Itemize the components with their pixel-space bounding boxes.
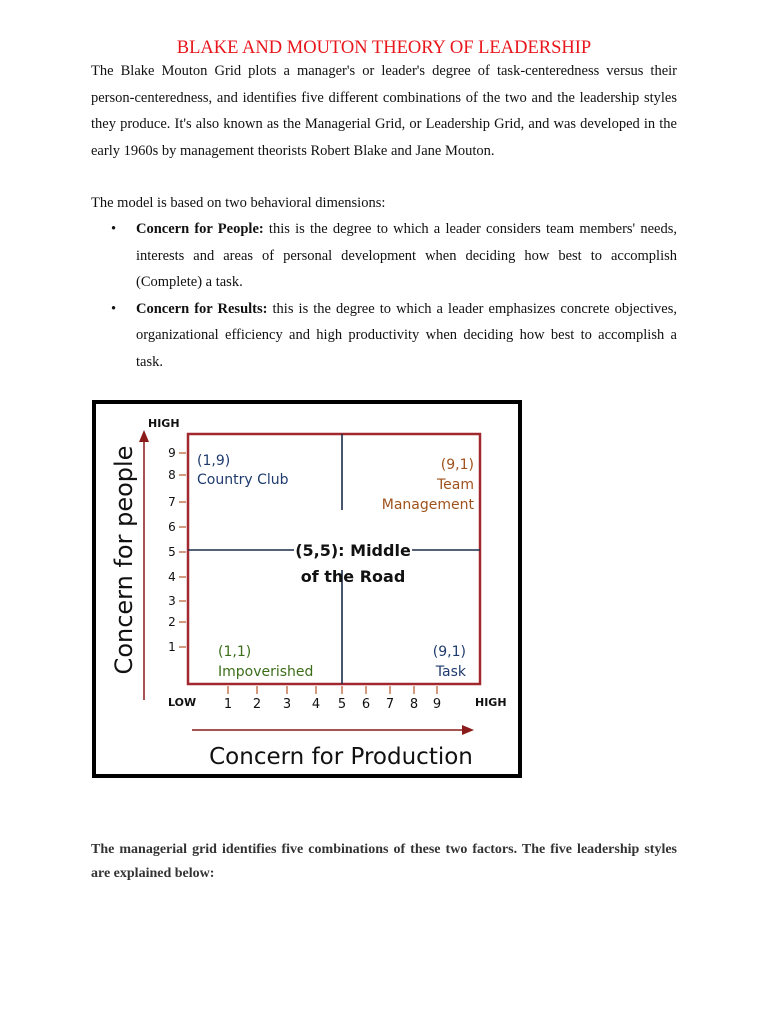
intro-paragraph: The Blake Mouton Grid plots a manager's or leader's degree of task-centeredness versus their person-centeredness, and identifies five different combinations of the two and the leadership styles they produce. It's also known as the Managerial Grid, or Leadership Grid, and was developed in the early 1960s by management theorists Robert Blake and Jane Mouton. (91, 63, 677, 159)
task-coord: (9,1) (432, 644, 466, 660)
team-management-coord: (9,1) (440, 457, 474, 473)
x-tick-label: 2 (252, 697, 262, 712)
list-item (91, 216, 677, 296)
x-tick-label: 7 (385, 697, 395, 712)
bullet-icon: • (111, 221, 117, 237)
x-axis-label: Concern for Production (209, 744, 473, 770)
y-high-label: HIGH (148, 417, 180, 430)
team-management-label-line2: Management (381, 497, 474, 513)
x-tick-label: 4 (311, 697, 321, 712)
x-tick-label: 8 (409, 697, 419, 712)
y-tick-label: 1 (168, 640, 176, 654)
country-club-label: Country Club (197, 472, 289, 488)
impoverished-label: Impoverished (218, 664, 314, 680)
country-club-coord: (1,9) (197, 453, 231, 469)
x-tick-label: 9 (432, 697, 442, 712)
dimensions-list (91, 216, 677, 375)
managerial-grid-diagram (92, 400, 522, 778)
x-tick-label: 3 (282, 697, 292, 712)
document-title: BLAKE AND MOUTON THEORY OF LEADERSHIP (176, 38, 592, 58)
closing-paragraph: The managerial grid identifies five combinations of these two factors. The five leadership styles are explained below: (91, 842, 677, 881)
middle-of-road-label-line2: of the Road (300, 567, 406, 586)
managerial-grid-figure (92, 400, 522, 778)
y-tick-label: 5 (168, 545, 176, 559)
bullet-icon: • (111, 300, 117, 317)
bullet-text: this is the degree to which a leader emphasizes concrete objectives, organizational efficiency and high productivity when deciding how best to accomplish a task. (136, 300, 677, 370)
y-tick-label: 7 (168, 495, 176, 509)
impoverished-coord: (1,1) (218, 644, 252, 660)
middle-of-road-label-line1: (5,5): Middle (295, 541, 411, 560)
y-tick-label: 3 (168, 594, 176, 608)
x-tick-label: 6 (361, 697, 371, 712)
y-tick-label: 6 (168, 520, 176, 534)
x-tick-label: 5 (337, 697, 347, 712)
x-high-label: HIGH (475, 696, 507, 709)
list-item (91, 296, 677, 376)
y-tick-label: 9 (168, 446, 176, 460)
x-tick-label: 1 (223, 697, 233, 712)
bullet-term: Concern for Results: (136, 300, 268, 317)
y-tick-label: 2 (168, 615, 176, 629)
x-low-label: LOW (168, 696, 197, 709)
dimensions-intro: The model is based on two behavioral dimensions: (91, 195, 386, 211)
bullet-text: this is the degree to which a leader considers team members' needs, interests and areas of personal development when deciding how best to accomplish (Complete) a task. (136, 221, 677, 290)
y-axis-label: Concern for people (110, 445, 138, 675)
task-label: Task (435, 664, 466, 680)
y-tick-label: 4 (168, 570, 176, 584)
y-tick-label: 8 (168, 468, 176, 482)
team-management-label-line1: Team (436, 477, 474, 493)
bullet-term: Concern for People: (136, 221, 264, 237)
